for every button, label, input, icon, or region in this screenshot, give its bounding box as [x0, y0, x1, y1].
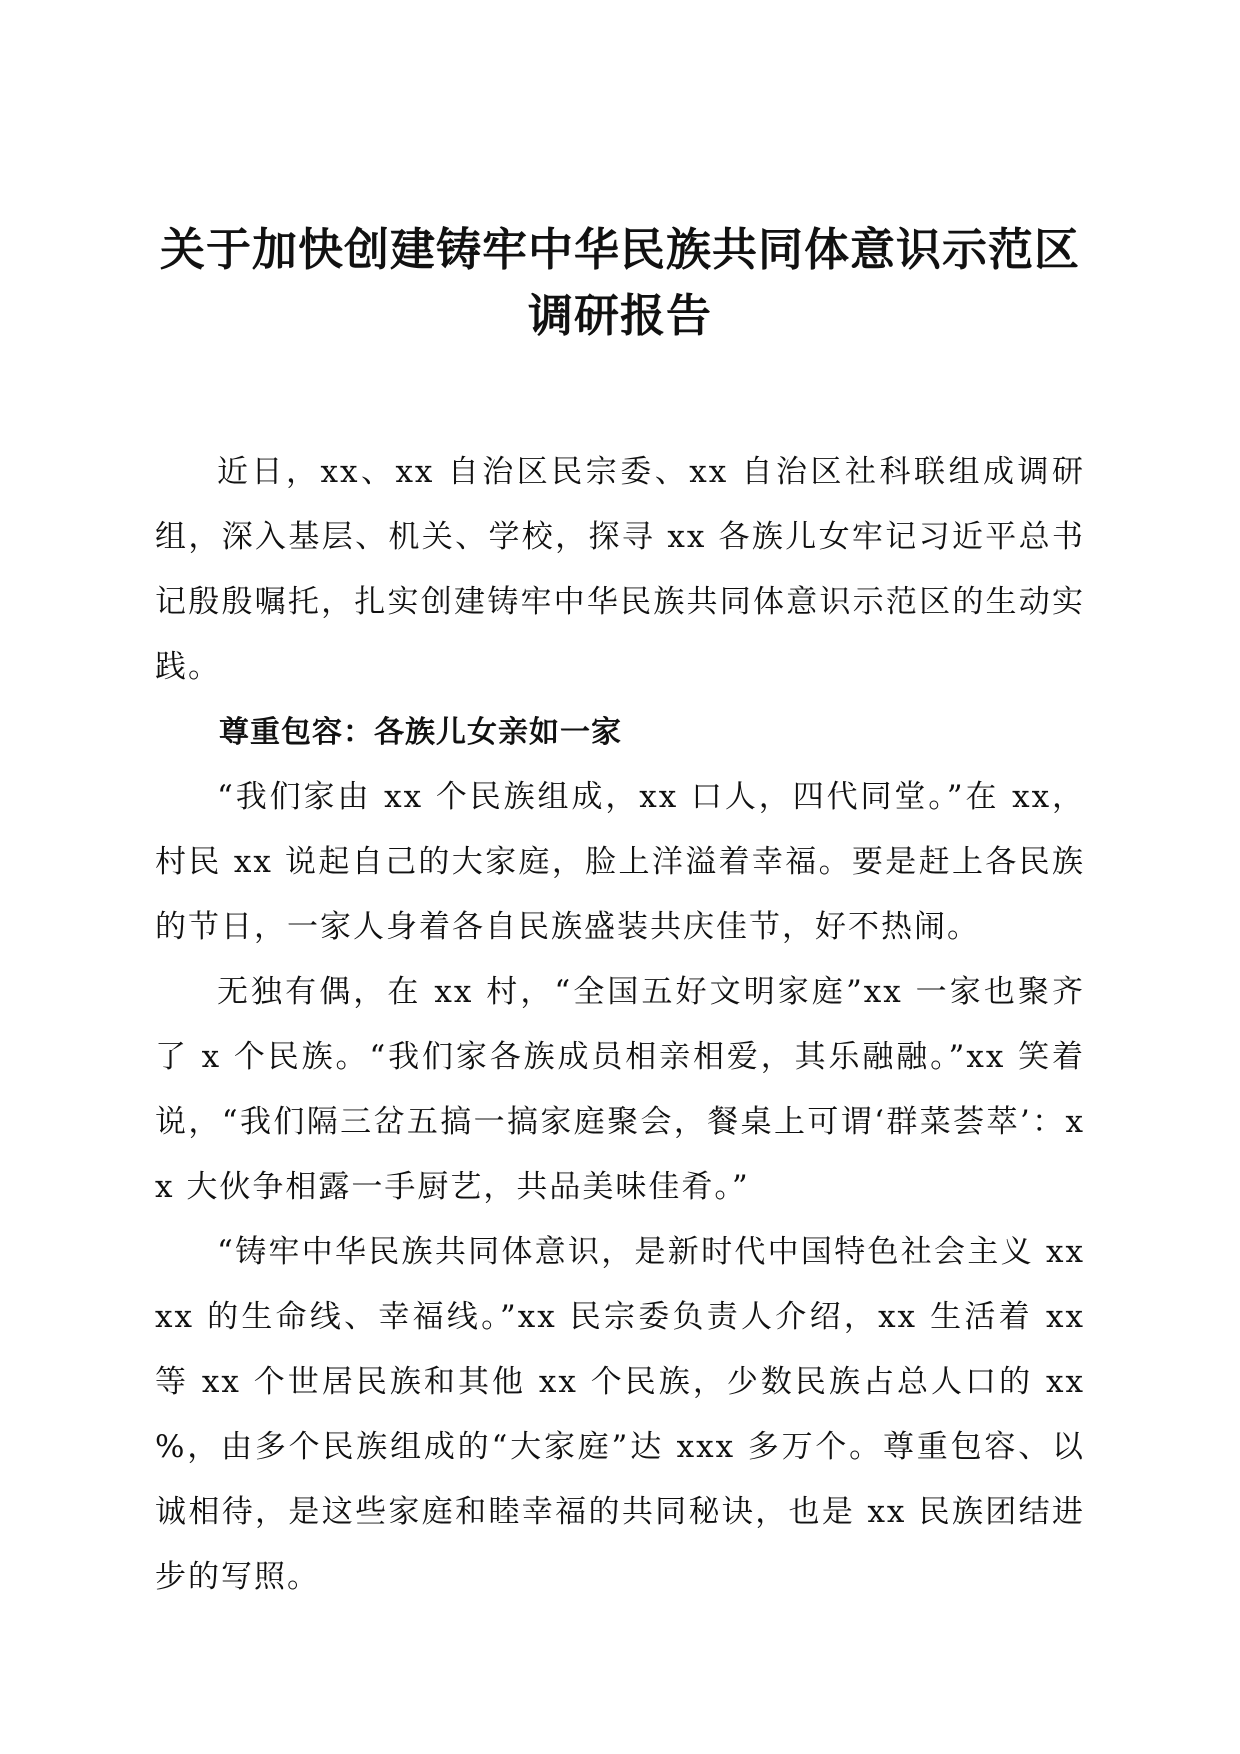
title-line-1: 关于加快创建铸牢中华民族共同体意识示范区: [159, 223, 1080, 276]
document-title: [140, 217, 1100, 349]
paragraph-village-family: 无独有偶，在 xx 村，“全国五好文明家庭”xx 一家也聚齐了 x 个民族。“我们家各族成员相亲相爱，其乐融融。”xx 笑着说，“我们隔三岔五搞一搞家庭聚会，餐桌上可谓‘群菜荟萃’：xx 大伙争相露一手厨艺，共品美味佳肴。”: [155, 974, 1085, 1205]
paragraph-family-story: “我们家由 xx 个民族组成，xx 口人，四代同堂。”在 xx，村民 xx 说起自己的大家庭，脸上洋溢着幸福。要是赶上各民族的节日，一家人身着各自民族盛装共庆佳节，好不热闹。: [155, 779, 1085, 945]
intro-paragraph: 近日，xx、xx 自治区民宗委、xx 自治区社科联组成调研组，深入基层、机关、学校，探寻 xx 各族儿女牢记习近平总书记殷殷嘱托，扎实创建铸牢中华民族共同体意识示范区的生动实践。: [155, 454, 1085, 685]
document-body: [155, 440, 1085, 1610]
paragraph-official-remarks: “铸牢中华民族共同体意识，是新时代中国特色社会主义 xxxx 的生命线、幸福线。”xx 民宗委负责人介绍，xx 生活着 xx 等 xx 个世居民族和其他 xx 个民族，少数民族占总人口的 xx %，由多个民族组成的“大家庭”达 xxx 多万个。尊重包容、以诚相待，是这些家庭和睦幸福的共同秘诀，也是 xx 民族团结进步的写照。: [155, 1234, 1085, 1595]
title-line-2: 调研报告: [527, 289, 712, 342]
section-heading: 尊重包容：各族儿女亲如一家: [219, 715, 622, 750]
